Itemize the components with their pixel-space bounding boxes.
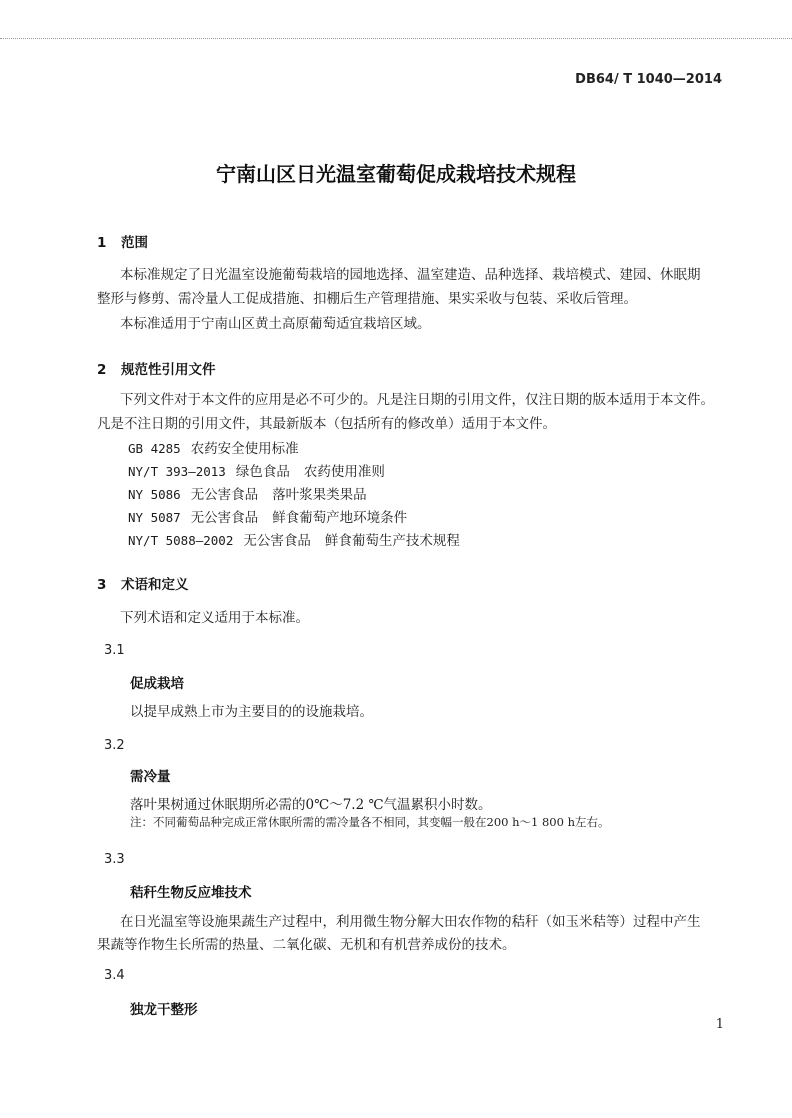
clause-number: 3.3 <box>104 852 125 867</box>
term-definition: 以提早成熟上市为主要目的的设施栽培。 <box>130 704 373 720</box>
reference-item: NY/T 5088—2002 无公害食品 鲜食葡萄生产技术规程 <box>128 533 460 549</box>
reference-item: NY/T 393—2013 绿色食品 农药使用准则 <box>128 464 385 480</box>
clause-number: 3.4 <box>104 968 125 983</box>
page-number: 1 <box>715 1017 724 1032</box>
reference-item: NY 5087 无公害食品 鲜食葡萄产地环境条件 <box>128 510 408 526</box>
clause-number: 3.1 <box>104 643 125 658</box>
term-title: 独龙干整形 <box>130 1002 198 1018</box>
section-2-number: 2 <box>97 362 107 378</box>
normative-paragraph-line-1: 下列文件对于本文件的应用是必不可少的。凡是注日期的引用文件，仅注日期的版本适用于本文件。 <box>120 392 714 408</box>
scope-paragraph-line-2: 整形与修剪、需冷量人工促成措施、扣棚后生产管理措施、果实采收与包装、采收后管理。 <box>97 291 637 307</box>
section-3-heading <box>97 573 189 593</box>
term-definition-line-2: 果蔬等作物生长所需的热量、二氧化碳、无机和有机营养成份的技术。 <box>97 937 516 953</box>
section-2-heading <box>97 358 216 378</box>
clause-number: 3.2 <box>104 738 125 753</box>
document-title: 宁南山区日光温室葡萄促成栽培技术规程 <box>216 162 576 186</box>
section-2-title: 规范性引用文件 <box>121 362 216 378</box>
scope-applicability: 本标准适用于宁南山区黄土高原葡萄适宜栽培区域。 <box>120 316 431 332</box>
section-1-number: 1 <box>97 235 107 251</box>
reference-item: NY 5086 无公害食品 落叶浆果类果品 <box>128 487 367 503</box>
standard-code: DB64/ T 1040—2014 <box>575 72 722 87</box>
term-definition: 落叶果树通过休眠期所必需的0℃～7.2 ℃气温累积小时数。 <box>130 797 492 813</box>
term-note: 注：不同葡萄品种完成正常休眠所需的需冷量各不相同，其变幅一般在200 h～1 800 h左右。 <box>130 815 610 829</box>
section-3-number: 3 <box>97 577 107 593</box>
reference-item: GB 4285 农药安全使用标准 <box>128 441 299 457</box>
term-title: 需冷量 <box>130 769 171 785</box>
term-definition-line-1: 在日光温室等设施果蔬生产过程中，利用微生物分解大田农作物的秸秆（如玉米秸等）过程中产生 <box>120 914 701 930</box>
term-title: 促成栽培 <box>130 676 184 692</box>
scope-paragraph-line-1: 本标准规定了日光温室设施葡萄栽培的园地选择、温室建造、品种选择、栽培模式、建园、休眠期 <box>120 267 701 283</box>
section-1-title: 范围 <box>121 235 148 251</box>
section-1-heading <box>97 231 148 251</box>
terms-intro: 下列术语和定义适用于本标准。 <box>120 610 309 626</box>
section-3-title: 术语和定义 <box>121 577 189 593</box>
term-title: 秸秆生物反应堆技术 <box>130 885 252 901</box>
scan-border-line <box>0 38 792 39</box>
normative-paragraph-line-2: 凡是不注日期的引用文件，其最新版本（包括所有的修改单）适用于本文件。 <box>97 416 556 432</box>
